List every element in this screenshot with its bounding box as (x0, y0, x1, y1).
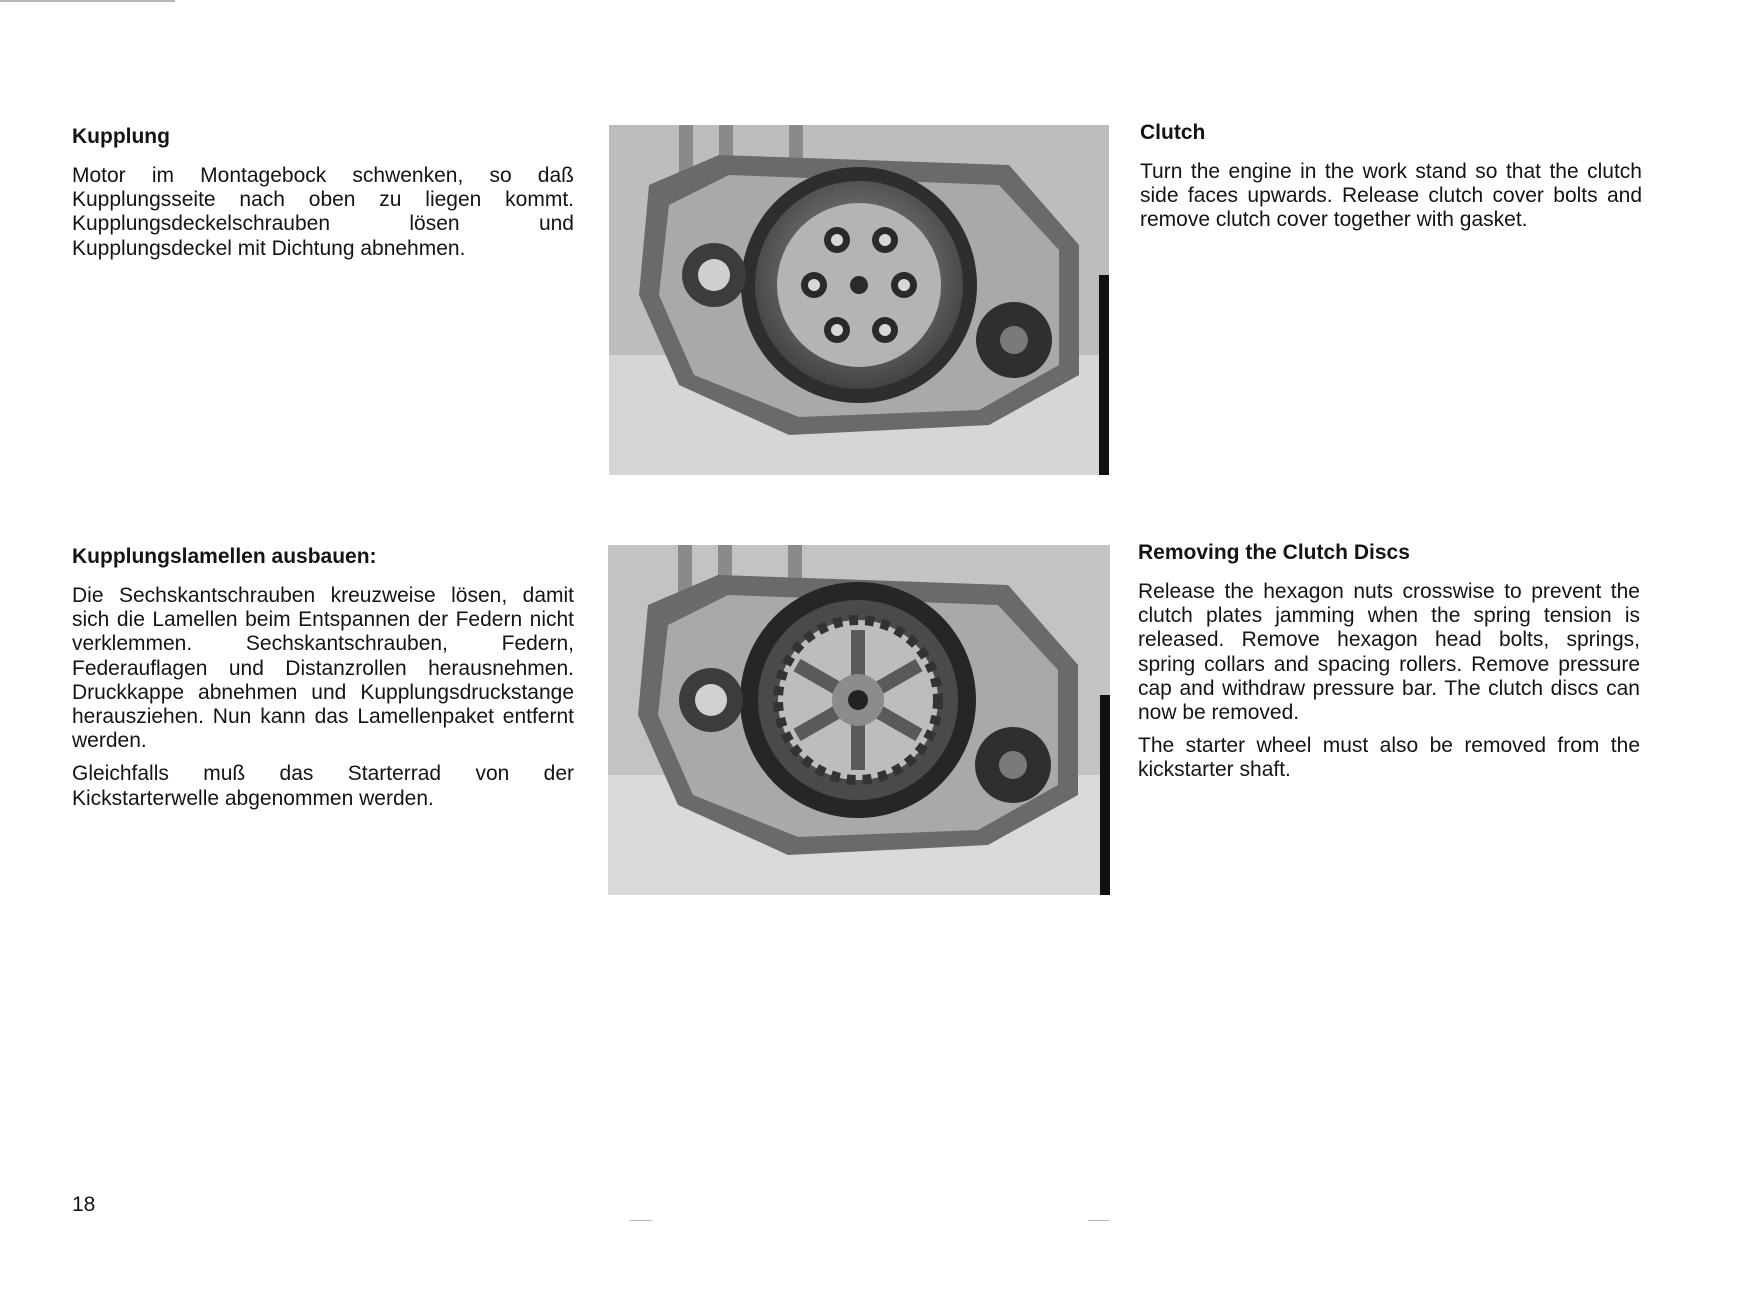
section1-german-text: Motor im Montagebock schwenken, so daß Kupplungsseite nach oben zu liegen kommt. Kupplungsdeckelschrauben lösen und Kupplungsdeckel mit Dichtung abnehmen. (72, 164, 574, 260)
section2-english-heading: Removing the Clutch Discs (1138, 541, 1410, 564)
section1-german-heading: Kupplung (72, 125, 170, 148)
section2-english-text-1: Release the hexagon nuts crosswise to prevent the clutch plates jamming when the spring tension is released. Remove hexagon head bolts, springs, spring collars and spacing rollers. Remove pressure cap and withdraw pressure bar. The clutch discs can now be removed. (1138, 580, 1640, 725)
section1-english-text: Turn the engine in the work stand so that the clutch side faces upwards. Release clutch cover bolts and remove clutch cover together with gasket. (1140, 160, 1642, 232)
engine-clutch-side-photo (609, 125, 1109, 475)
section1-german (72, 124, 574, 270)
top-rule (0, 0, 175, 2)
page-number: 18 (72, 1193, 96, 1216)
section2-german-text-2: Gleichfalls muß das Starterrad von der Kickstarterwelle abgenommen werden. (72, 762, 574, 810)
section2-german (72, 544, 574, 820)
scan-mark (1088, 1220, 1110, 1221)
section2-german-text-1: Die Sechskantschrauben kreuzweise lösen, damit sich die Lamellen beim Entspannen der Federn nicht verklemmen. Sechskantschrauben, Federn, Federauflagen und Distanzrollen herausnehmen. Druckkappe abnehmen und Kupplungsdruckstange herausziehen. Nun kann das Lamellenpaket entfernt werden. (72, 584, 574, 753)
section2-english (1138, 540, 1640, 792)
engine-basket-drawing (608, 545, 1110, 895)
section2-german-heading: Kupplungslamellen ausbauen: (72, 545, 377, 568)
engine-clutch-basket-photo (608, 545, 1110, 895)
scan-mark (630, 1220, 652, 1221)
section2-english-text-2: The starter wheel must also be removed from the kickstarter shaft. (1138, 734, 1640, 782)
section1-english-heading: Clutch (1140, 121, 1206, 144)
section1-english (1140, 120, 1642, 242)
engine-photo-drawing (609, 125, 1109, 475)
